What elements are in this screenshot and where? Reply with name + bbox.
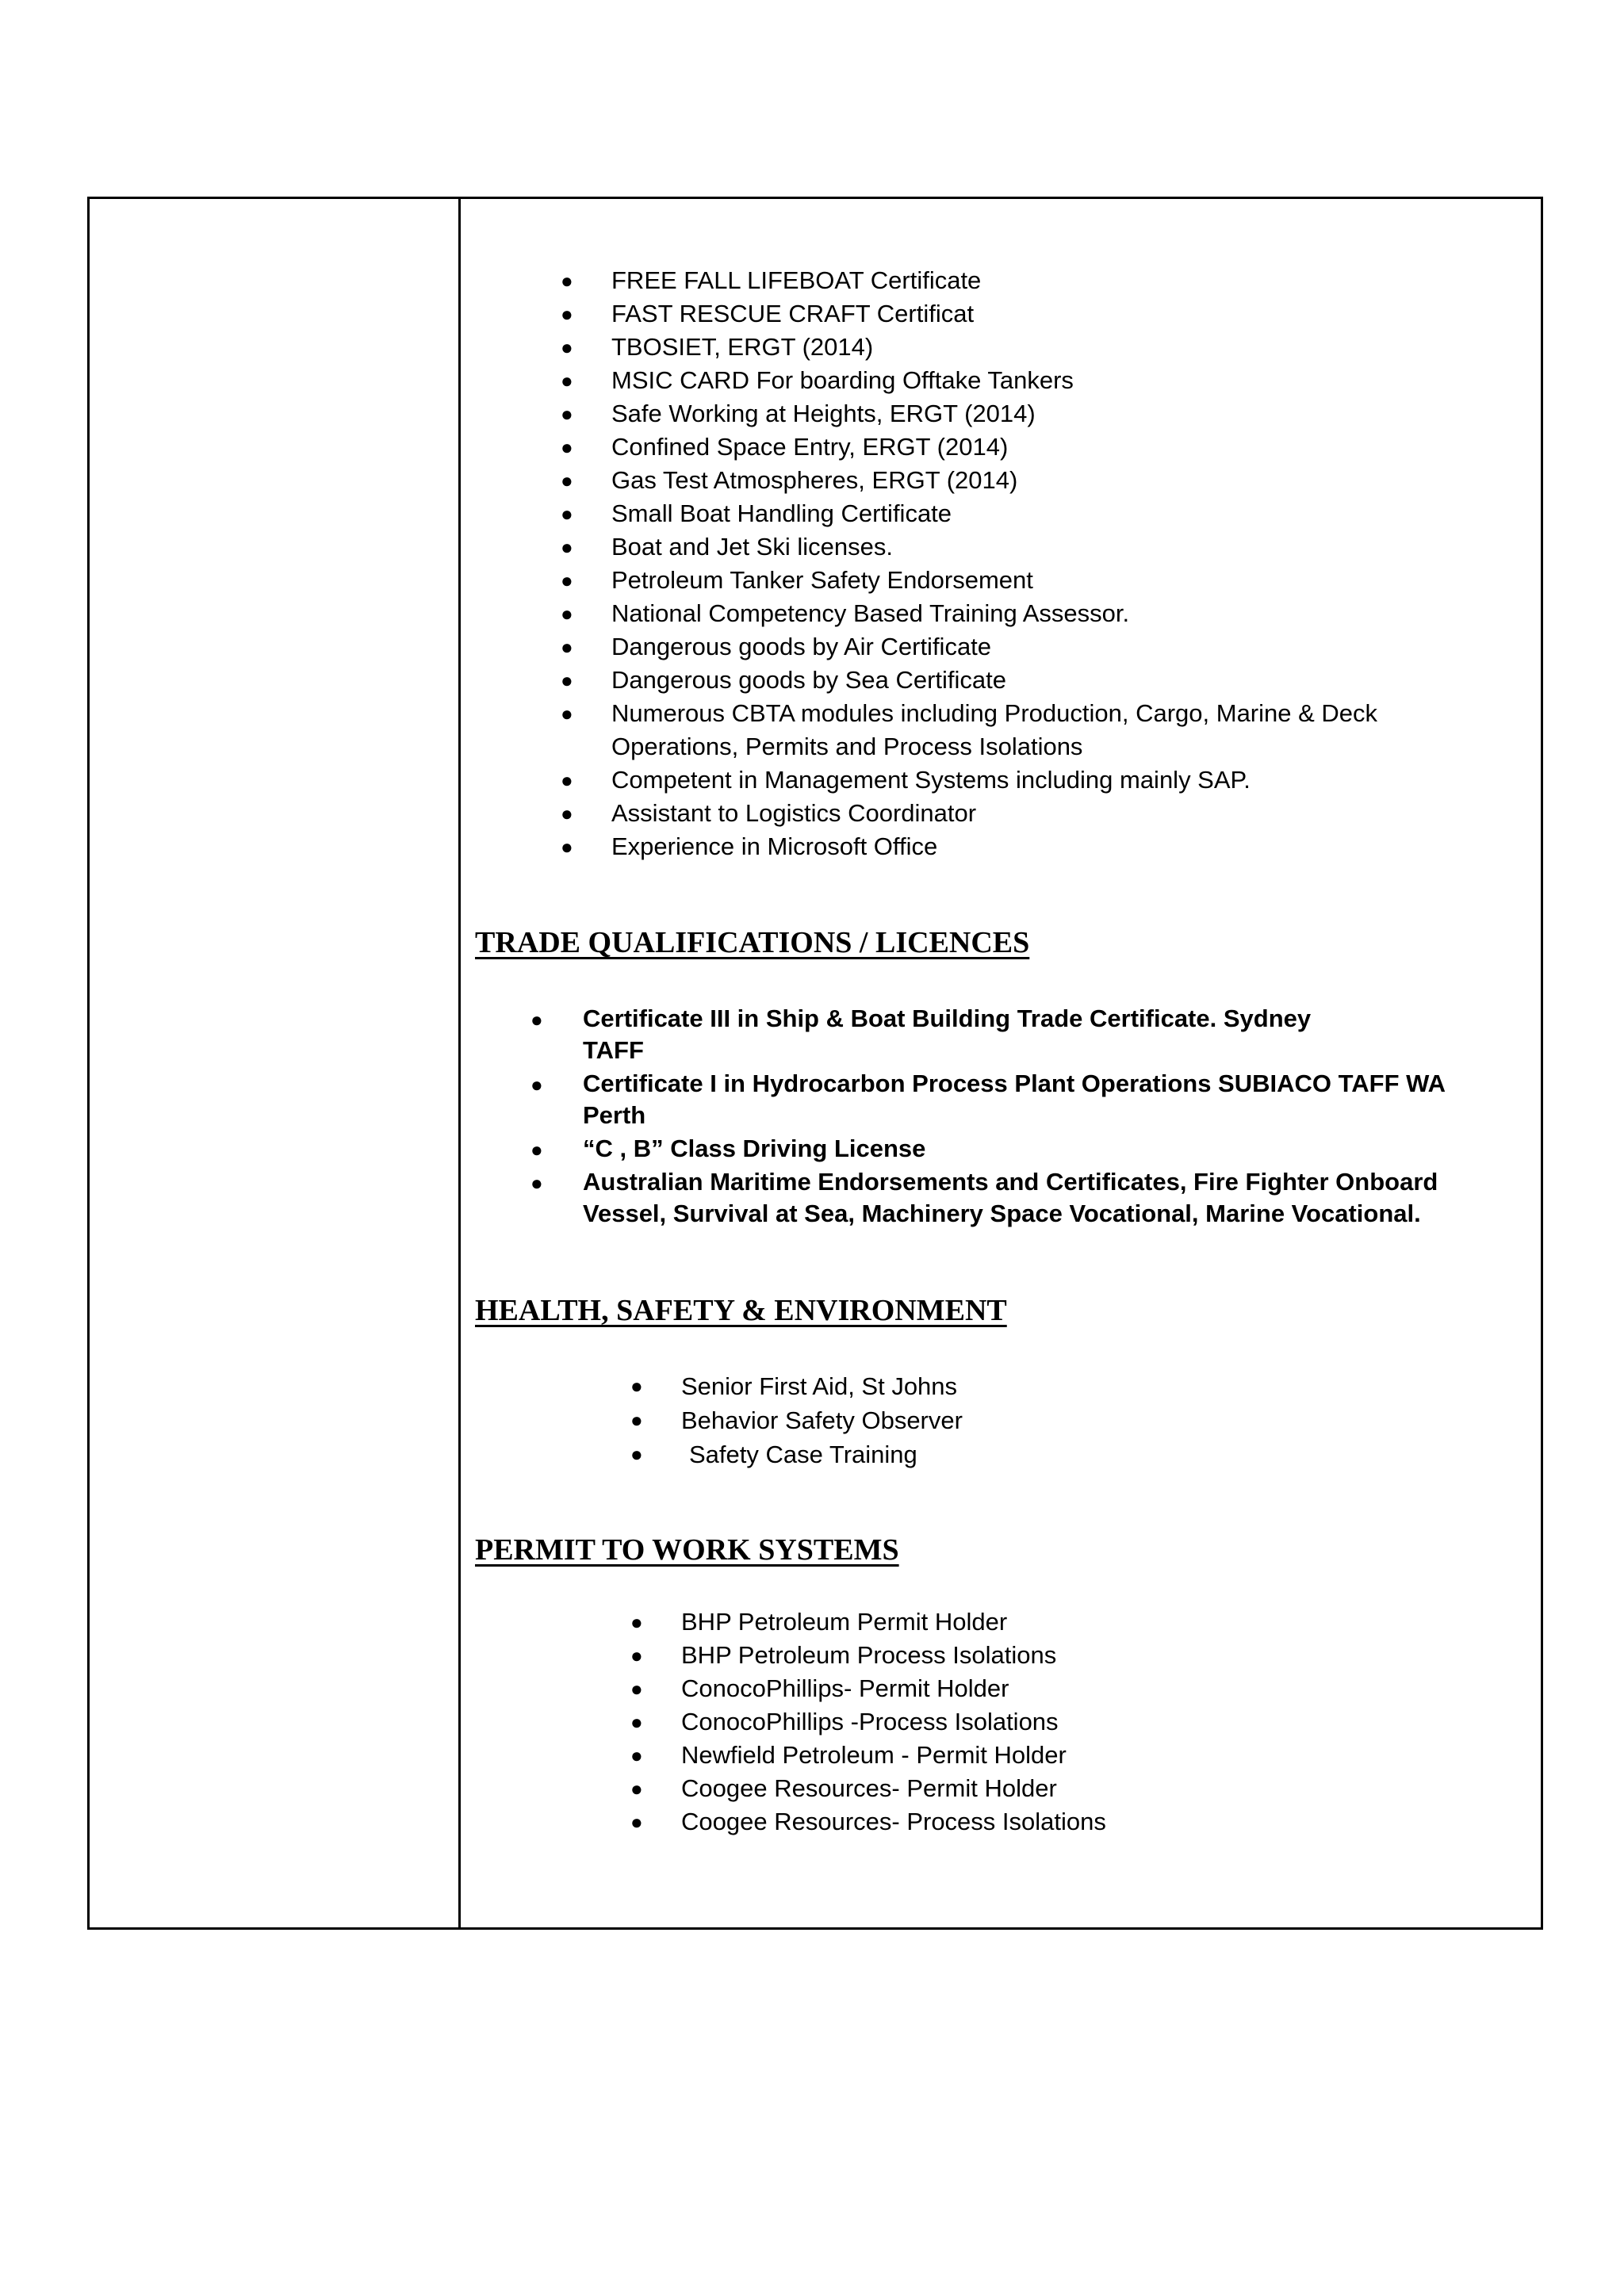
list-item-text: “C , B” Class Driving License: [583, 1135, 926, 1162]
bullet-icon: ●: [561, 302, 573, 326]
list-item-text: Gas Test Atmospheres, ERGT (2014): [611, 466, 1018, 494]
list-item: [475, 331, 1404, 364]
bullet-icon: ●: [561, 402, 573, 426]
health-safety-heading: HEALTH, SAFETY & ENVIRONMENT: [475, 1294, 1007, 1327]
list-item: [475, 364, 1404, 397]
bullet-icon: ●: [630, 1442, 643, 1466]
list-item: [475, 797, 1404, 830]
trade-qualifications-list: [475, 1003, 1506, 1231]
bullet-icon: ●: [561, 535, 573, 559]
list-item-text: Certificate III in Ship & Boat Building Trade Certificate. Sydney TAFF: [583, 1004, 1312, 1064]
list-item: [475, 264, 1404, 297]
list-item: [475, 1639, 1106, 1672]
bullet-icon: ●: [530, 1073, 543, 1096]
list-item-text: National Competency Based Training Assessor.: [611, 599, 1130, 627]
list-item: [475, 1672, 1106, 1705]
list-item-text: Experience in Microsoft Office: [611, 832, 938, 860]
list-item-text: MSIC CARD For boarding Offtake Tankers: [611, 366, 1074, 394]
bullet-icon: ●: [561, 335, 573, 359]
bullet-icon: ●: [561, 768, 573, 792]
bullet-icon: ●: [561, 702, 573, 725]
list-item-text: Newfield Petroleum - Permit Holder: [681, 1741, 1067, 1769]
list-item-text: Coogee Resources- Permit Holder: [681, 1774, 1057, 1802]
list-item-text: Competent in Management Systems including mainly SAP.: [611, 766, 1251, 794]
list-item: [475, 1133, 1506, 1165]
bullet-icon: ●: [561, 469, 573, 492]
list-item-text: Senior First Aid, St Johns: [681, 1372, 958, 1400]
bullet-icon: ●: [630, 1644, 643, 1667]
list-item: [475, 564, 1404, 597]
list-item: [475, 1403, 963, 1437]
list-item: [475, 1068, 1506, 1131]
list-item: [475, 464, 1404, 497]
list-item-text: Petroleum Tanker Safety Endorsement: [611, 566, 1033, 594]
list-item: [475, 1437, 963, 1471]
list-item-text: ConocoPhillips -Process Isolations: [681, 1708, 1059, 1735]
column-divider: [458, 199, 461, 1927]
bullet-icon: ●: [530, 1171, 543, 1195]
list-item: [475, 430, 1404, 464]
list-item: [475, 1605, 1106, 1639]
bullet-icon: ●: [561, 568, 573, 592]
list-item: [475, 1805, 1106, 1839]
list-item: [475, 597, 1404, 630]
list-item-text: TBOSIET, ERGT (2014): [611, 333, 874, 361]
list-item-text: FREE FALL LIFEBOAT Certificate: [611, 266, 982, 294]
resume-table: [87, 197, 1543, 1930]
list-item-text: Small Boat Handling Certificate: [611, 499, 952, 527]
list-item-text: BHP Petroleum Permit Holder: [681, 1608, 1008, 1636]
bullet-icon: ●: [630, 1408, 643, 1432]
bullet-icon: ●: [530, 1008, 543, 1031]
bullet-icon: ●: [630, 1810, 643, 1834]
bullet-icon: ●: [630, 1777, 643, 1800]
health-safety-list: [475, 1369, 963, 1471]
list-item: [475, 763, 1404, 797]
list-item-text: Numerous CBTA modules including Production, Cargo, Marine & Deck Operations, Permits and Process Isolations: [611, 699, 1378, 760]
list-item-text: Confined Space Entry, ERGT (2014): [611, 433, 1009, 461]
bullet-icon: ●: [561, 369, 573, 392]
bullet-icon: ●: [561, 668, 573, 692]
list-item: [475, 664, 1404, 697]
bullet-icon: ●: [630, 1710, 643, 1734]
list-item-text: Certificate I in Hydrocarbon Process Plant Operations SUBIACO TAFF WA Perth: [583, 1070, 1445, 1129]
list-item: [475, 1369, 963, 1403]
bullet-icon: ●: [561, 502, 573, 526]
list-item-text: ConocoPhillips- Permit Holder: [681, 1674, 1009, 1702]
trade-qualifications-heading: TRADE QUALIFICATIONS / LICENCES: [475, 926, 1030, 959]
bullet-icon: ●: [630, 1677, 643, 1701]
bullet-icon: ●: [561, 269, 573, 293]
bullet-icon: ●: [561, 835, 573, 859]
bullet-icon: ●: [630, 1743, 643, 1767]
list-item: [475, 1705, 1106, 1739]
list-item-text: Assistant to Logistics Coordinator: [611, 799, 977, 827]
list-item-text: Boat and Jet Ski licenses.: [611, 533, 893, 561]
permit-to-work-heading: PERMIT TO WORK SYSTEMS: [475, 1533, 899, 1567]
permit-to-work-list: [475, 1605, 1106, 1839]
list-item: [475, 1739, 1106, 1772]
list-item-text: Australian Maritime Endorsements and Certificates, Fire Fighter Onboard Vessel, Survival at Sea, Machinery Space Vocational, Marine Vocational.: [583, 1168, 1438, 1227]
list-item-text: Safe Working at Heights, ERGT (2014): [611, 400, 1036, 427]
bullet-icon: ●: [561, 435, 573, 459]
list-item: [475, 1772, 1106, 1805]
list-item-text: Safety Case Training: [689, 1441, 917, 1468]
bullet-icon: ●: [561, 602, 573, 626]
list-item-text: BHP Petroleum Process Isolations: [681, 1641, 1057, 1669]
list-item: [475, 697, 1404, 763]
list-item: [475, 1003, 1312, 1066]
list-item-text: Dangerous goods by Sea Certificate: [611, 666, 1007, 694]
list-item-text: Behavior Safety Observer: [681, 1406, 963, 1434]
list-item: [475, 630, 1404, 664]
list-item: [475, 530, 1404, 564]
bullet-icon: ●: [630, 1610, 643, 1634]
list-item: [475, 497, 1404, 530]
certificates-list: [475, 264, 1404, 863]
list-item-text: Dangerous goods by Air Certificate: [611, 633, 992, 660]
bullet-icon: ●: [630, 1374, 643, 1398]
list-item: [475, 830, 1404, 863]
list-item-text: FAST RESCUE CRAFT Certificat: [611, 300, 975, 327]
list-item: [475, 297, 1404, 331]
list-item: [475, 1166, 1506, 1230]
bullet-icon: ●: [530, 1138, 543, 1161]
bullet-icon: ●: [561, 802, 573, 825]
list-item-text: Coogee Resources- Process Isolations: [681, 1808, 1106, 1835]
bullet-icon: ●: [561, 635, 573, 659]
list-item: [475, 397, 1404, 430]
